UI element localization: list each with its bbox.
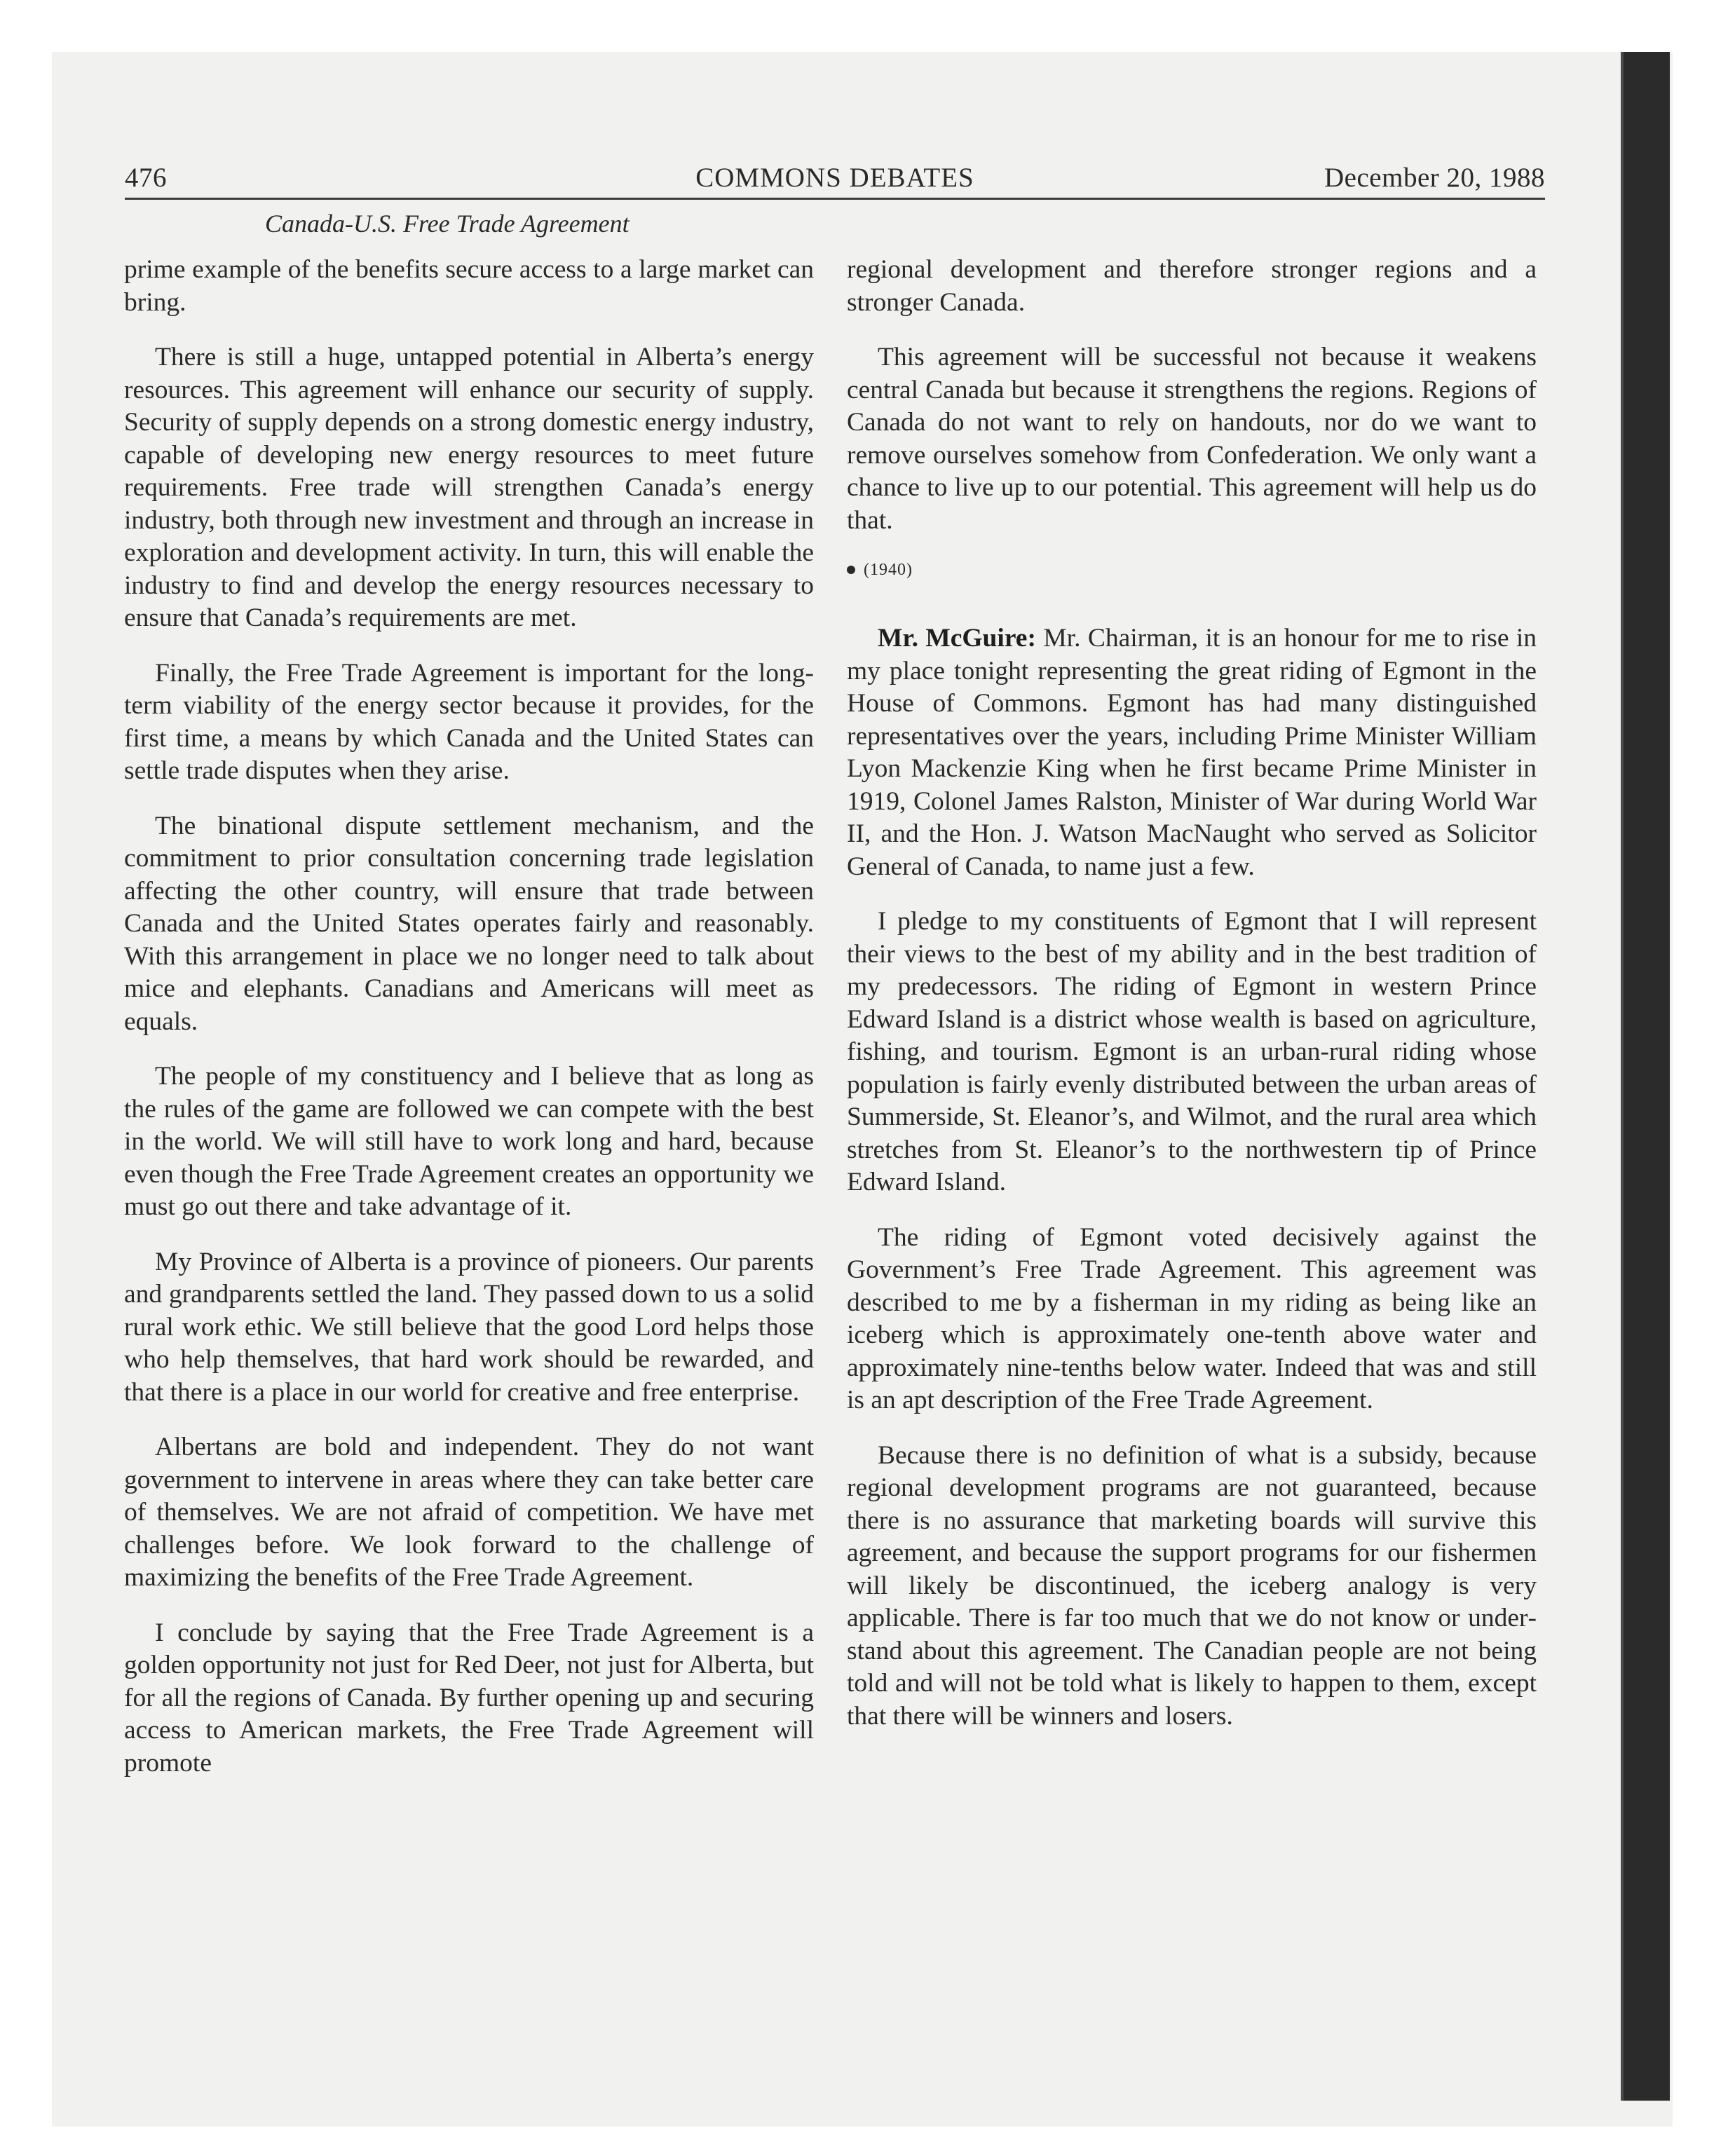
paragraph: Finally, the Free Trade Agreement is important for the long-term viability of the energy sector because it provides, for the first time, a means by which Canada and the United States can settle trade disputes when they arise. (124, 658, 814, 785)
paragraph: The people of my constituency and I believe that as long as the rules of the game are followed we can compete with the best in the world. We will still have to work long and hard, because even though the Free Trade Agreement creates an opportunity we must go out there and take advantage of it. (124, 1062, 814, 1221)
scan-border (1621, 52, 1670, 2101)
speech-opening (847, 622, 1537, 883)
page-number: 476 (125, 163, 167, 193)
paragraph: regional development and therefore stronger regions and a stronger Canada. (847, 255, 1537, 317)
time-marker (847, 559, 1537, 580)
paragraph: The riding of Egmont voted decisively against the Government’s Free Trade Agreement. This agreement was described to me by a fisherman in my riding as being like an iceberg which is approximately one-tenth above water and approximately nine-tenths below water. Indeed that was and still is an apt description of the Free Trade Agreement. (847, 1222, 1537, 1414)
paragraph: I pledge to my constituents of Egmont that I will represent their views to the best of my ability and in the best tradition of my predecessors. The riding of Egmont in western Prince Edward Island is a district whose wealth is based on agriculture, fishing, and tourism. Egmont is an urban-rural riding whose population is fairly evenly distributed between the urban areas of Summerside, St. Eleanor’s, and Wilmot, and the rural area which stretches from St. Eleanor’s to the northwestern tip of Prince Edward Island. (847, 907, 1537, 1196)
paragraph: prime example of the benefits secure access to a large market can bring. (124, 255, 814, 317)
left-column (124, 254, 814, 1802)
speech-text: Mr. Chairman, it is an honour for me to rise in my place tonight representing the great riding of Egmont in the House of Commons. Egmont has had many distinguished representatives over the years, including Prime Minister William Lyon Mackenzie King when he first became Prime Minister in 1919, Colonel James Ralston, Minister of War during World War II, and the Hon. J. Watson MacNaught who served as Solicitor General of Canada, to name just a few. (847, 624, 1537, 881)
publication-title: COMMONS DEBATES (695, 163, 974, 193)
paragraph: There is still a huge, untapped potential in Alberta’s energy resources. This agreement will enhance our security of supply. Security of supply depends on a strong domestic energy industry, capable of developing new energy resources to meet future requirements. Free trade will strengthen Canada’s energy industry, both through new investment and through an increase in exploration and development activity. In turn, this will enable the industry to find and develop the energy resources necessary to ensure that Canada’s requirements are met. (124, 343, 814, 632)
section-heading: Canada-U.S. Free Trade Agreement (265, 210, 630, 238)
right-column (847, 254, 1537, 1755)
paragraph: My Province of Alberta is a province of pioneers. Our parents and grandparents settled the land. They passed down to us a solid rural work ethic. We still believe that the good Lord helps those who help themselves, that hard work should be rewarded, and that there is a place in our world for creative and free enterprise. (124, 1247, 814, 1407)
bullet-icon (847, 566, 855, 574)
paragraph: Because there is no definition of what is a subsidy, because regional development programs are not guaranteed, because there is no assurance that marketing boards will survive this agreement, and because the support programs for our fishermen will likely be discontinued, the iceberg analogy is very applicable. There is far too much that we do not know or understand about this agreement. The Canadian people are not being told and will not be told what is likely to happen to them, except that there will be winners and losers. (847, 1440, 1537, 1731)
paragraph: Albertans are bold and independent. They do not want government to intervene in areas where they can take better care of themselves. We are not afraid of competition. We have met challenges before. We look forward to the challenge of maximizing the benefits of the Free Trade Agreement. (124, 1433, 814, 1592)
time-marker-label: (1940) (864, 561, 913, 579)
page-date: December 20, 1988 (1324, 163, 1545, 193)
paragraph: This agreement will be successful not because it weakens central Canada but because it strengthens the regions. Regions of Canada do not want to rely on handouts, nor do we want to remove ourselves somehow from Confederation. We only want a chance to live up to our potential. This agreement will help us do that. (847, 343, 1537, 535)
paragraph: The binational dispute settlement mechanism, and the commitment to prior consultation concerning trade legislation affecting the other country, will ensure that trade between Canada and the United States operates fairly and reasonably. With this arrangement in place we no longer need to talk about mice and elephants. Canadians and Americans will meet as equals. (124, 811, 814, 1036)
running-header (125, 158, 1545, 200)
speaker-name: Mr. McGuire: (878, 624, 1036, 653)
paragraph: I conclude by saying that the Free Trade Agreement is a golden opportunity not just for Red Deer, not just for Alberta, but for all the regions of Canada. By further opening up and securing access to American markets, the Free Trade Agreement will promote (124, 1618, 814, 1778)
